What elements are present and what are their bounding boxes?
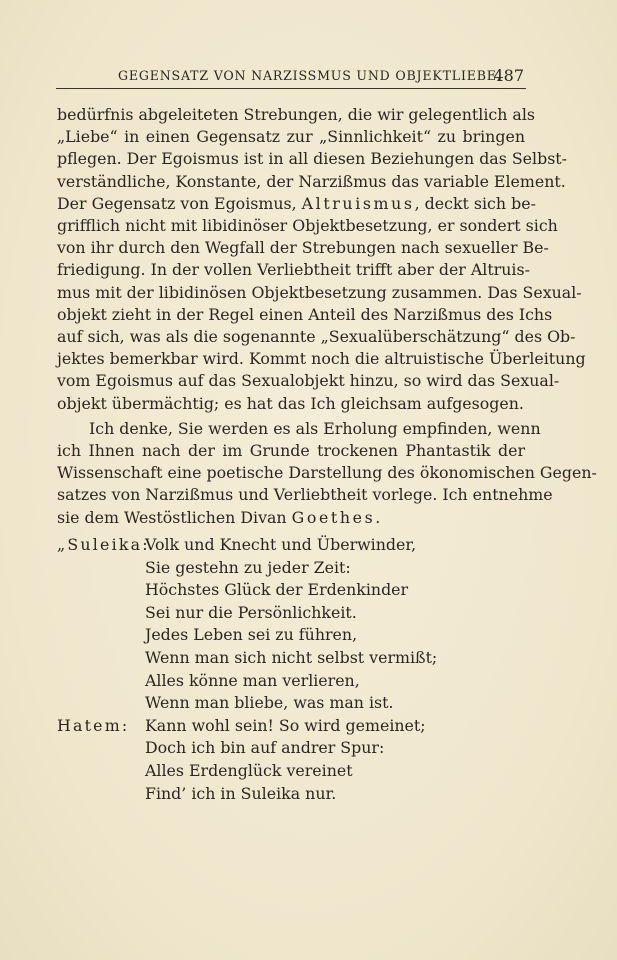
verse-line: Sie gestehn zu jeder Zeit: xyxy=(145,557,351,577)
text-span: . xyxy=(375,507,381,527)
stanza-suleika xyxy=(57,534,525,715)
stanza-hatem xyxy=(57,715,525,805)
text-line: von ihr durch den Wegfall der Strebungen nach sexueller Be- xyxy=(57,238,549,258)
verse-line: Wenn man bliebe, was man ist. xyxy=(145,693,394,713)
verse-line: Alles Erdenglück vereinet xyxy=(145,760,353,780)
text-span: sie dem Westöstlichen Divan xyxy=(57,507,292,527)
verse-line: Höchstes Glück der Erdenkinder xyxy=(145,580,409,600)
speaker-hatem: Hatem: xyxy=(57,715,130,735)
text-line: grifflich nicht mit libidinöser Objektbesetzung, er sondert sich xyxy=(57,216,558,236)
text-line: objekt übermächtig; es hat das Ich gleichsam aufgesogen. xyxy=(57,393,524,413)
verse-line: Find’ ich in Suleika nur. xyxy=(145,783,337,803)
spaced-word-goethes: Goethes xyxy=(291,507,376,527)
verse-line: Volk und Knecht und Überwinder, xyxy=(145,535,417,554)
text-line: Wissenschaft eine poetische Darstellung des ökonomischen Gegen- xyxy=(57,463,597,483)
text-line: mus mit der libidinösen Objektbesetzung zusammen. Das Sexual- xyxy=(57,282,582,302)
verse-block xyxy=(145,715,525,805)
text-line: „Liebe“ in einen Gegensatz zur „Sinnlichkeit“ zu bringen xyxy=(57,127,525,147)
paragraph-2 xyxy=(57,418,597,529)
text-span: Der Gegensatz von Egoismus, xyxy=(57,193,302,213)
poem xyxy=(57,534,525,805)
verse-line: Wenn man sich nicht selbst vermißt; xyxy=(145,647,438,667)
text-line xyxy=(57,507,525,529)
running-head: GEGENSATZ VON NARZISSMUS UND OBJEKTLIEBE. xyxy=(118,68,502,83)
spaced-word-altruismus: Altruismus xyxy=(301,193,415,213)
text-line: Ich denke, Sie werden es als Erholung empfinden, wenn xyxy=(89,418,541,438)
verse-block xyxy=(145,534,525,715)
speaker-suleika: „Suleika: xyxy=(57,535,150,554)
verse-line: Kann wohl sein! So wird gemeinet; xyxy=(145,715,426,735)
text-line: vom Egoismus auf das Sexualobjekt hinzu, so wird das Sexual- xyxy=(57,371,560,391)
text-line: bedürfnis abgeleiteten Strebungen, die wir gelegentlich als xyxy=(57,105,535,124)
page-number: 487 xyxy=(493,66,524,85)
verse-line: Sei nur die Persönlichkeit. xyxy=(145,602,357,622)
text-span: , deckt sich be- xyxy=(414,193,536,213)
verse-line: Alles könne man verlieren, xyxy=(145,670,360,690)
text-line xyxy=(57,193,536,215)
text-line: satzes von Narzißmus und Verliebtheit vorlege. Ich entnehme xyxy=(57,485,553,505)
verse-line: Doch ich bin auf andrer Spur: xyxy=(145,738,385,758)
text-line: objekt zieht in der Regel einen Anteil des Narzißmus des Ichs xyxy=(57,304,553,324)
body-text xyxy=(57,104,597,529)
verse-line: Jedes Leben sei zu führen, xyxy=(145,625,358,645)
text-line: friedigung. In der vollen Verliebtheit trifft aber der Altruis- xyxy=(57,260,530,280)
text-line: jektes bemerkbar wird. Kommt noch die altruistische Überleitung xyxy=(57,349,586,369)
text-line: auf sich, was als die sogenannte „Sexualüberschätzung“ des Ob- xyxy=(57,327,576,347)
paragraph-1 xyxy=(57,104,586,415)
page-header xyxy=(56,66,526,89)
text-line: verständliche, Konstante, der Narzißmus das variable Element. xyxy=(57,171,566,191)
text-line: pflegen. Der Egoismus ist in all diesen Beziehungen das Selbst- xyxy=(57,149,567,169)
text-line: ich Ihnen nach der im Grunde trockenen Phantastik der xyxy=(57,441,525,461)
